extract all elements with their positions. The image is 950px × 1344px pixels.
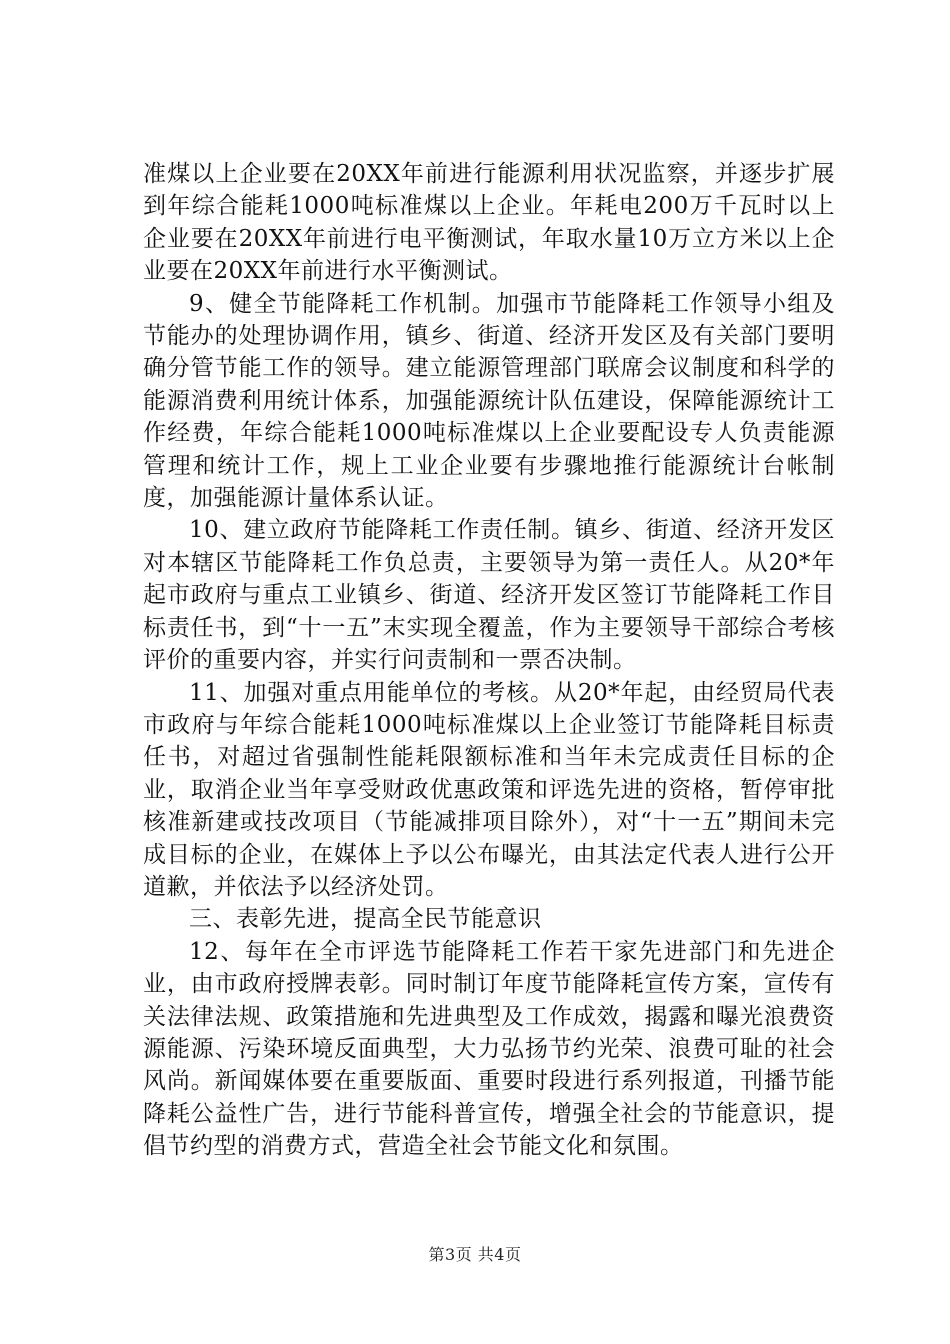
paragraph-item-9: 9、健全节能降耗工作机制。加强市节能降耗工作领导小组及节能办的处理协调作用，镇乡、街道、经济开发区及有关部门要明确分管节能工作的领导。建立能源管理部门联席会议制度和科学的能源消费利用统计体系，加强能源统计队伍建设，保障能源统计工作经费，年综合能耗1000吨标准煤以上企业要配设专人负责能源管理和统计工作，规上工业企业要有步骤地推行能源统计台帐制度，加强能源计量体系认证。 [143,290,835,512]
paragraph-item-12: 12、每年在全市评选节能降耗工作若干家先进部门和先进企业，由市政府授牌表彰。同时制订年度节能降耗宣传方案，宣传有关法律法规、政策措施和先进典型及工作成效，揭露和曝光浪费资源能源、污染环境反面典型，大力弘扬节约光荣、浪费可耻的社会风尚。新闻媒体要在重要版面、重要时段进行系列报道，刊播节能降耗公益性广告，进行节能科普宣传，增强全社会的节能意识，提倡节约型的消费方式，营造全社会节能文化和氛围。 [143,938,835,1160]
document-body [143,158,835,1163]
paragraph-item-11: 11、加强对重点用能单位的考核。从20*年起，由经贸局代表市政府与年综合能耗1000吨标准煤以上企业签订节能降耗目标责任书，对超过省强制性能耗限额标准和当年未完成责任目标的企业，取消企业当年享受财政优惠政策和评选先进的资格，暂停审批核准新建或技改项目（节能减排项目除外），对“十一五”期间未完成目标的企业，在媒体上予以公布曝光，由其法定代表人进行公开道歉，并依法予以经济处罚。 [143,679,835,900]
paragraph-item-10: 10、建立政府节能降耗工作责任制。镇乡、街道、经济开发区对本辖区节能降耗工作负总责，主要领导为第一责任人。从20*年起市政府与重点工业镇乡、街道、经济开发区签订节能降耗工作目标责任书，到“十一五”末实现全覆盖，作为主要领导干部综合考核评价的重要内容，并实行问责制和一票否决制。 [143,517,835,674]
section-heading-3: 三、表彰先进，提高全民节能意识 [189,906,542,933]
page-number-footer: 第3页 共4页 [428,1245,522,1264]
paragraph-continued: 准煤以上企业要在20XX年前进行能源利用状况监察，并逐步扩展到年综合能耗1000吨标准煤以上企业。年耗电200万千瓦时以上企业要在20XX年前进行电平衡测试，年取水量10万立方米以上企业要在20XX年前进行水平衡测试。 [143,161,835,285]
